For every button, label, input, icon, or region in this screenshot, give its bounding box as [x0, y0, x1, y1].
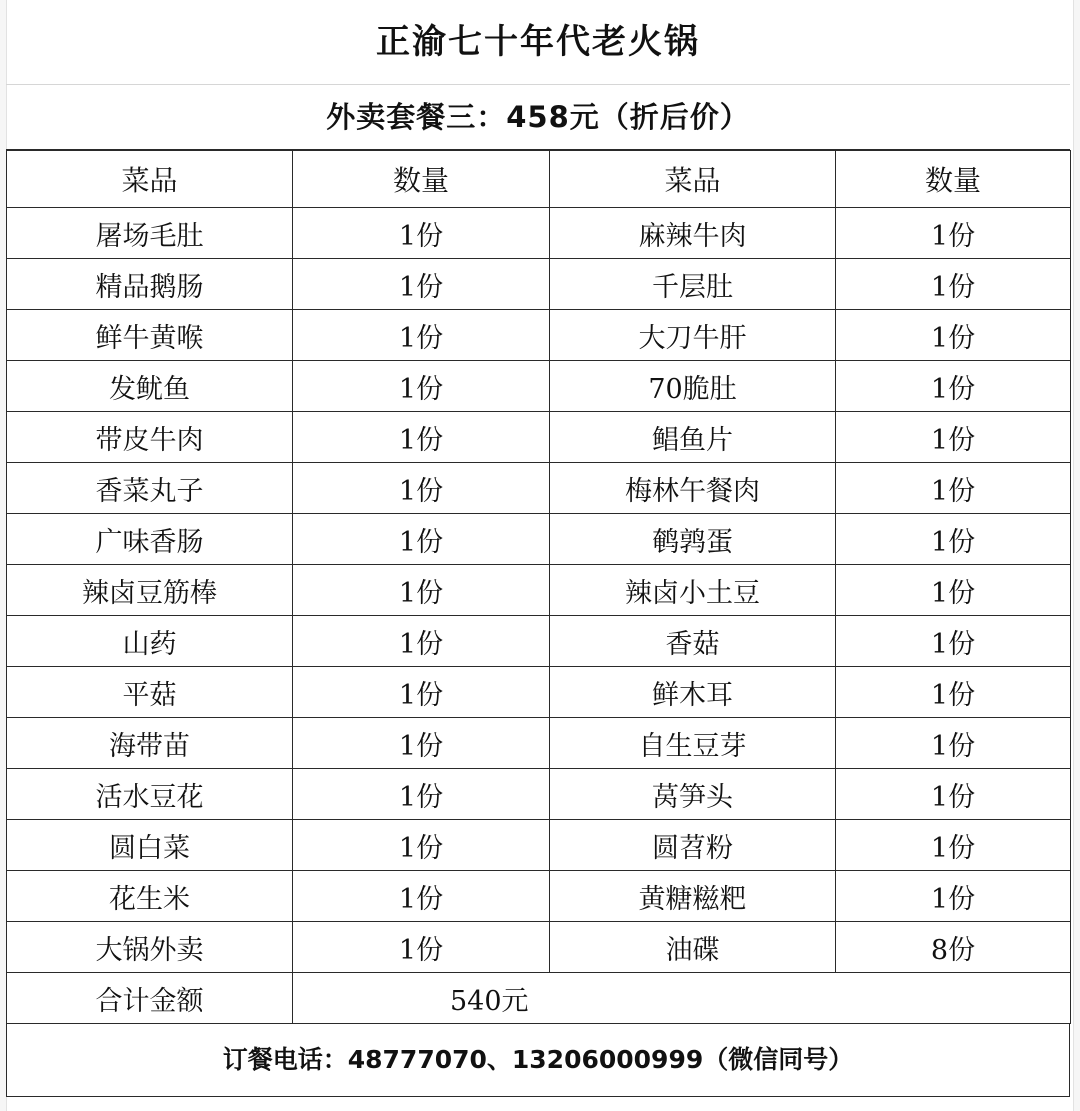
table-row [7, 310, 1071, 361]
quantity-left: 1份 [293, 361, 550, 412]
quantity-left: 1份 [293, 667, 550, 718]
quantity-right: 1份 [836, 310, 1071, 361]
quantity-left: 1份 [293, 565, 550, 616]
dish-name-left: 广味香肠 [7, 514, 293, 565]
dish-name-left: 屠场毛肚 [7, 208, 293, 259]
table-row [7, 718, 1071, 769]
quantity-left: 1份 [293, 820, 550, 871]
quantity-left: 1份 [293, 922, 550, 973]
dish-name-right: 黄糖糍粑 [550, 871, 836, 922]
dish-name-left: 圆白菜 [7, 820, 293, 871]
quantity-left: 1份 [293, 310, 550, 361]
dish-name-left: 精品鹅肠 [7, 259, 293, 310]
quantity-right: 1份 [836, 616, 1071, 667]
dish-name-right: 梅林午餐肉 [550, 463, 836, 514]
set-meal-subtitle: 外卖套餐三：458元（折后价） [6, 85, 1070, 150]
quantity-right: 1份 [836, 820, 1071, 871]
total-row [7, 973, 1071, 1024]
quantity-left: 1份 [293, 412, 550, 463]
spreadsheet-edge-right [1073, 0, 1080, 1111]
dish-name-right: 麻辣牛肉 [550, 208, 836, 259]
quantity-left: 1份 [293, 718, 550, 769]
dish-name-left: 平菇 [7, 667, 293, 718]
table-row [7, 259, 1071, 310]
order-phone: 订餐电话：48777070、13206000999（微信同号） [6, 1024, 1070, 1097]
dish-name-right: 千层肚 [550, 259, 836, 310]
quantity-right: 1份 [836, 208, 1071, 259]
dish-name-right: 鲳鱼片 [550, 412, 836, 463]
header-dish-right: 菜品 [550, 151, 836, 208]
dish-name-left: 大锅外卖 [7, 922, 293, 973]
quantity-right: 1份 [836, 667, 1071, 718]
quantity-right: 1份 [836, 514, 1071, 565]
dish-name-right: 自生豆芽 [550, 718, 836, 769]
total-value: 540元 [293, 973, 836, 1024]
quantity-right: 1份 [836, 871, 1071, 922]
dish-name-left: 带皮牛肉 [7, 412, 293, 463]
dish-name-left: 鲜牛黄喉 [7, 310, 293, 361]
table-row [7, 667, 1071, 718]
quantity-right: 1份 [836, 259, 1071, 310]
table-row [7, 565, 1071, 616]
quantity-right: 1份 [836, 769, 1071, 820]
quantity-right: 1份 [836, 463, 1071, 514]
dish-name-right: 大刀牛肝 [550, 310, 836, 361]
quantity-left: 1份 [293, 208, 550, 259]
menu-sheet [6, 0, 1070, 1111]
menu-table [6, 150, 1071, 1024]
header-dish-left: 菜品 [7, 151, 293, 208]
dish-name-right: 香菇 [550, 616, 836, 667]
table-row [7, 463, 1071, 514]
quantity-left: 1份 [293, 871, 550, 922]
menu-title: 正渝七十年代老火锅 [6, 0, 1070, 85]
dish-name-left: 活水豆花 [7, 769, 293, 820]
table-row [7, 616, 1071, 667]
dish-name-right: 油碟 [550, 922, 836, 973]
dish-name-right: 圆苕粉 [550, 820, 836, 871]
dish-name-right: 莴笋头 [550, 769, 836, 820]
dish-name-left: 发鱿鱼 [7, 361, 293, 412]
quantity-right: 1份 [836, 565, 1071, 616]
quantity-left: 1份 [293, 259, 550, 310]
dish-name-left: 花生米 [7, 871, 293, 922]
quantity-left: 1份 [293, 769, 550, 820]
table-row [7, 922, 1071, 973]
quantity-left: 1份 [293, 463, 550, 514]
table-row [7, 361, 1071, 412]
quantity-right: 1份 [836, 718, 1071, 769]
dish-name-left: 海带苗 [7, 718, 293, 769]
table-row [7, 820, 1071, 871]
table-row [7, 514, 1071, 565]
quantity-right: 1份 [836, 361, 1071, 412]
dish-name-left: 香菜丸子 [7, 463, 293, 514]
quantity-left: 1份 [293, 616, 550, 667]
dish-name-right: 鹌鹑蛋 [550, 514, 836, 565]
quantity-left: 1份 [293, 514, 550, 565]
dish-name-right: 辣卤小土豆 [550, 565, 836, 616]
table-header-row [7, 151, 1071, 208]
total-label: 合计金额 [7, 973, 293, 1024]
header-qty-left: 数量 [293, 151, 550, 208]
table-row [7, 871, 1071, 922]
quantity-right: 1份 [836, 412, 1071, 463]
header-qty-right: 数量 [836, 151, 1071, 208]
dish-name-left: 辣卤豆筋棒 [7, 565, 293, 616]
quantity-right: 8份 [836, 922, 1071, 973]
dish-name-left: 山药 [7, 616, 293, 667]
table-row [7, 412, 1071, 463]
table-row [7, 769, 1071, 820]
total-empty-cell [836, 973, 1071, 1024]
dish-name-right: 70脆肚 [550, 361, 836, 412]
dish-name-right: 鲜木耳 [550, 667, 836, 718]
table-row [7, 208, 1071, 259]
